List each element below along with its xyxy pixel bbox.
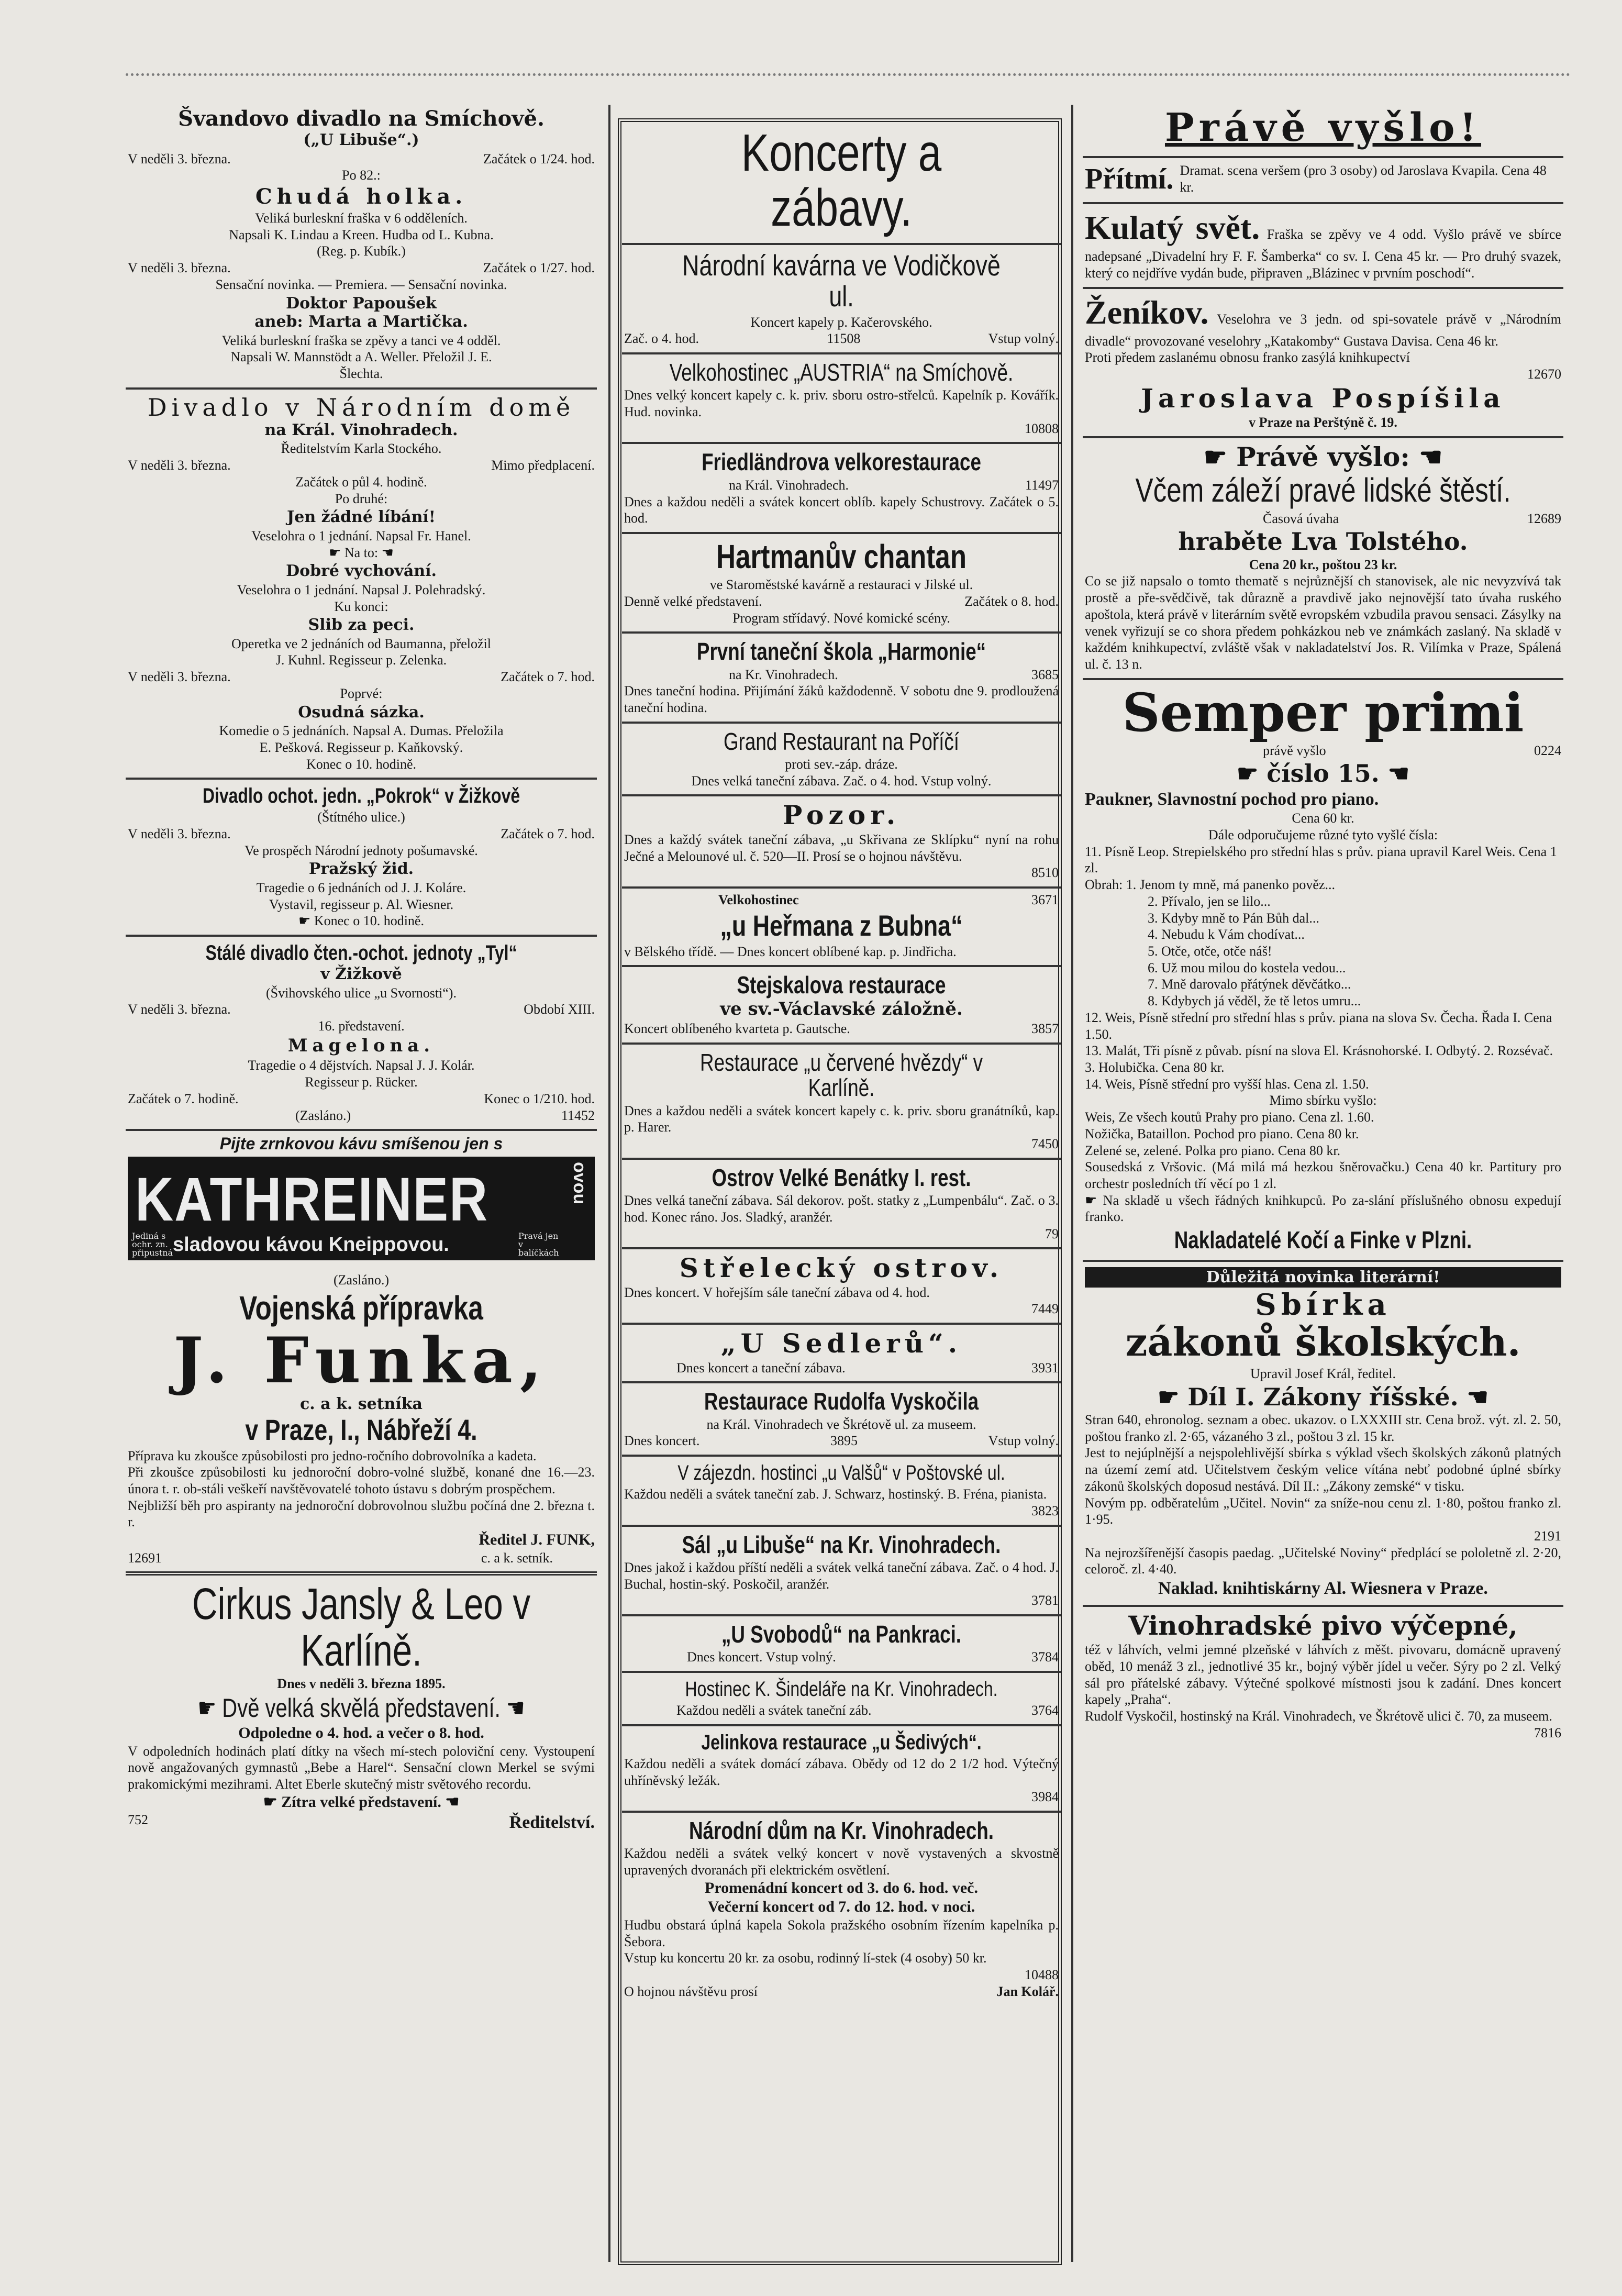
zakony-l3: Novým pp. odběratelům „Učitel. Novin“ za sníže-nou cenu zl. 1·80, poštou franko zl. 1·95. [1085,1495,1561,1527]
pozor-title: Pozor. [782,800,901,831]
kathreiner-tagline: sladovou kávou Kneippovou. [173,1234,449,1256]
hermanu-prenum: 3671 [1031,892,1059,908]
tyl-p2: Regisseur p. Rücker. [305,1074,418,1090]
tyl-start: Začátek o 7. hodině. [128,1091,239,1106]
semper-w5row [1085,1192,1561,1225]
narodnidum-l3: Vstup ku koncertu 20 kr. za osobu, rodinný lí-stek (4 osoby) 50 kr. [624,1950,987,1966]
semper-title: Semper primi [1122,681,1524,744]
valsu-num: 3823 [1031,1503,1059,1518]
porici-l1: proti sev.-záp. dráze. [785,757,898,772]
stejskal-sub: ve sv.-Václavské záložně. [720,998,963,1019]
narodni-po: Po druhé: [335,491,388,506]
svandovo-play2b: aneb: Marta a Martička. [254,313,468,331]
pokrok-title: Divadlo ochot. jedn. „Pokrok“ v Žižkově [202,784,520,808]
ad-porici [622,724,1061,797]
ad-tyl [126,937,597,1131]
vodickova-num: 11508 [827,331,861,347]
pointing-hand-icon: ☛ [197,1693,223,1723]
narodni-p4a: Komedie o 5 jednáních. Napsal A. Dumas. Přeložila [219,723,504,739]
ad-svandovo [126,103,597,390]
benatky-num: 79 [1045,1226,1059,1241]
narodnidum-l4b: Jan Kolář. [996,1983,1059,1999]
svandovo-novinka: Sensační novinka. — Premiera. — Sensační novinka. [215,276,507,292]
porici-title: Grand Restaurant na Poříčí [723,727,959,755]
narodni-nato-label: Na to: [344,545,379,560]
ad-cirkus [126,1576,597,1838]
pokrok-sub: (Štítného ulice.) [317,809,405,825]
narodni-l1: Ředitelstvím Karla Stockého. [281,441,442,457]
ad-sindelar [622,1673,1061,1726]
ad-narodni-dum [622,1813,1061,2005]
ad-narodni-dum-divadlo [126,390,597,780]
kulaty-title: Kulatý svět. [1085,209,1260,246]
narodni-mimo: Mimo předplacení. [491,458,595,473]
narodni-play3: Slib za peci. [308,616,415,635]
ad-funk [126,1269,597,1576]
vyskocil-num: 3895 [830,1433,858,1449]
jelinek-num: 3984 [1031,1789,1059,1805]
semper-l6: Mimo sbírku vyšlo: [1269,1093,1377,1108]
narodnidum-h1: Promenádní koncert od 3. do 6. hod. več. [705,1879,978,1896]
svandovo-title: Švandovo divadlo na Smíchově. [178,106,545,131]
porici-l2: Dnes velká taneční zábava. Zač. o 4. hod. Vstup volný. [691,773,992,789]
tolstoj-num: 12689 [1527,511,1561,526]
austria-l1: Dnes velký koncert kapely c. k. priv. sboru ostro-střelců. Kapelník p. Kovářík. Hud. novinka. [624,387,1059,420]
semper-l2row [1085,761,1561,786]
stejskal-l1: Koncert oblíbeného kvarteta p. Gautsche. [624,1021,850,1037]
column-theatre [126,103,597,2270]
funk-rank: c. a k. setníka [300,1395,423,1414]
pokrok-start: Začátek o 7. hod. [501,826,595,841]
ad-jelinek [622,1726,1061,1813]
narodnidum-title: Národní dům na Kr. Vinohradech. [688,1816,994,1844]
funk-zaslano: (Zasláno.) [333,1272,390,1288]
sindelar-l1: Každou neděli a svátek taneční záb. [676,1703,872,1718]
libuse-title: Sál „u Libuše“ na Kr. Vinohradech. [682,1530,1001,1558]
svandovo-start2: Začátek o 1/27. hod. [483,260,595,276]
ad-pozor [622,796,1061,889]
harmonie-title: První taneční škola „Harmonie“ [696,638,986,665]
narodnidum-l1: Každou neděli a svátek velký koncert v nově vystavených a skvostně upravených dvoranách při elektrickém osvětlení. [624,1846,1059,1878]
strelecky-title: Střelecký ostrov. [679,1252,1004,1284]
ad-zenikov [1083,289,1563,438]
libuse-num: 3781 [1031,1593,1059,1609]
jelinek-title: Jelinkova restaurace „u Šedivých“. [701,1731,982,1754]
semper-item: 14. Weis, Písně střední pro vyšší hlas. Cena zl. 1.50. [1085,1076,1369,1092]
vodickova-entry: Vstup volný. [988,331,1059,347]
cirkus-num: 752 [128,1812,148,1828]
semper-l3: Paukner, Slavnostní pochod pro piano. [1085,789,1379,809]
vyskocil-l1: na Král. Vinohradech ve Škrétově ul. za museem. [706,1416,976,1432]
friedlander-title: Friedländrova velkorestaurace [702,448,981,476]
tolstoj-l1: Co se již napsalo o tomto thematě s nejrůznější ch stanovisek, ale nic nevyzvívá tak prostě a pře-svědčivě, tak důrazně a pravdivě jako nejnovější tato úvaha ruského apoštola, která právě v literárním světě evropském vzbudila pravou sensaci. Zásylky na venek vyřizují se co shora předem pohkázkou neb ve známkách zaslaný. Na skladě v každém knihkupectví, zvláště však v nakladatelství Jos. R. Vilímka v Praze, Spálená ul. č. 13 n. [1085,573,1561,672]
ad-vodickova [622,245,1061,354]
hermanu-l1: v Bělského třídě. — Dnes koncert oblíbené kap. p. Jindřicha. [624,944,957,959]
tolstoj-price: Cena 20 kr., poštou 23 kr. [1249,557,1397,572]
semper-item: 3. Kdyby mně to Pán Bůh dal... [1148,910,1319,926]
zakony-ed: Upravil Josef Král, ředitel. [1250,1366,1396,1381]
narodni-p4b: E. Pešková. Regisseur p. Kaňkovský. [259,739,463,755]
pokrok-konec: Konec o 10. hodině. [314,913,424,929]
column-rule-1 [608,105,610,2262]
sedleru-num: 3931 [1031,1360,1059,1376]
svandovo-p1b: Napsali K. Lindau a Kreen. Hudba od L. Kubna. [229,227,494,242]
hartman-daily: Denně velké představení. [624,593,762,609]
pointing-hand-icon: ☛ [329,545,345,560]
hartman-l3: Program střídavý. Nové komické scény. [732,610,950,626]
semper-l1b: 0224 [1534,742,1561,758]
stejskal-title: Stejskalova restaurace [737,971,946,999]
semper-item: 12. Weis, Písně střední pro střední hlas s prův. piana na slova Sv. Čecha. Řada I. Cena 1.50. [1085,1010,1552,1042]
books-title: Právě vyšlo! [1164,105,1482,150]
svandovo-p2b: Napsali W. Mannstödt a A. Weller. Přeložil J. E. [230,349,492,365]
harmonie-l2: Dnes taneční hodina. Přijímání žáků každodenně. V sobotu dne 9. prodloužená taneční hodina. [624,683,1059,716]
ad-valsu [622,1457,1061,1526]
sedleru-l1: Dnes koncert a taneční zábava. [676,1360,846,1376]
ad-harmonie [622,634,1061,723]
ad-hartman [622,534,1061,634]
jelinek-l1: Každou neděli a svátek domácí zábava. Obědy od 12 do 2 1/2 hod. Výtečný uhříněvský ležák. [624,1756,1059,1788]
pointing-hand-icon: ☚ [378,545,394,560]
hartman-start: Začátek o 8. hod. [964,593,1059,609]
narodni-title: Divadlo v Národním domě [147,393,575,422]
hartman-l1: ve Staroměstské kavárně a restauraci v Jilské ul. [709,577,973,593]
harmonie-num: 3685 [1031,667,1059,682]
funk-t1: Příprava ku zkoušce způsobilosti pro jedno-ročního dobrovolníka a kadeta. [128,1448,537,1463]
tyl-date: V neděli 3. března. [128,1002,231,1017]
tyl-p1: Tragedie o 4 dějstvích. Napsal J. J. Kolár. [248,1058,475,1073]
ad-benatky [622,1160,1061,1249]
zakony-pub: Naklad. knihtiskárny Al. Wiesnera v Praze. [1158,1579,1488,1599]
svandovo-play2: Doktor Papoušek [286,294,437,313]
narodnidum-h2: Večerní koncert od 7. do 12. hod. v noci. [707,1898,975,1916]
cirkus-two [174,1694,548,1722]
tyl-zaslano: (Zasláno.) [295,1107,351,1123]
funk-sign2: c. a k. setník. [481,1550,553,1566]
semper-pub: Nakladatelé Kočí a Finke v Plzni. [1174,1226,1472,1254]
svandovo-sub: („U Libuše“.) [303,131,419,149]
hvezdy-num: 7450 [1031,1136,1059,1152]
semper-item: 13. Malát, Tři písně z půvab. písní na slova El. Krásnohorské. I. Odbytý. 2. Rozsévač. 3. Holubička. Cena 80 kr. [1085,1043,1553,1075]
funk-sign: Ředitel J. FUNK, [479,1531,595,1549]
ad-austria [622,354,1061,444]
concerts-header [622,103,1061,245]
kathreiner-right-note: Pravá jen v balíčkách [518,1231,559,1258]
kathreiner-vertical: ovou [570,1162,590,1205]
zakony-num: 2191 [1534,1528,1561,1544]
semper-item: 8. Kdybych já věděl, že tě letos umru... [1148,993,1361,1009]
tyl-title: Stálé divadlo čten.-ochot. jednoty „Tyl“ [205,941,517,965]
ad-sedleru [622,1325,1061,1383]
svandovo-p2a: Veliká burleskní fraška se zpěvy a tanci ve 4 odděl. [221,332,501,348]
ad-friedlander [622,444,1061,534]
svandovo-play1: Chudá holka. [255,184,468,209]
tyl-num: 11452 [561,1107,595,1123]
narodni-nato [128,545,595,561]
funk-t3: Nejbližší běh pro aspiranty na jednoroční dobrovolnou službu počíná dne 2. března t. r. [128,1498,595,1530]
top-dotted-rule [126,73,1571,76]
tyl-sub: v Žižkově [320,965,402,984]
narodni-play2: Dobré vychování. [286,562,437,581]
vodickova-title: Národní kavárna ve Vodičkově ul. [682,249,1001,313]
pointing-hand-icon: ☛ [1236,759,1267,788]
semper-item: Obrah: 1. Jenom ty mně, má panenko pověz... [1085,877,1335,893]
funk-name: J. Funka, [173,1324,549,1398]
semper-w5: Na skladě u všech řádných knihkupců. Po za-slání příslušného obnosu expedují franko. [1085,1192,1561,1225]
narodnidum-num: 10488 [1025,1967,1059,1983]
pokrok-l2: Ve prospěch Národní jednoty pošumavské. [245,842,478,858]
zenikov-l1: Veselohra ve 3 jedn. od spi-sovatele právě v „Národním divadle“ provozované veselohry „Katakomby“ Gustava Davisa. Cena 46 kr. [1085,311,1561,349]
funk-num: 12691 [128,1550,162,1566]
zakony-l1: Stran 640, ehronolog. seznam a obec. ukazov. o LXXXIII str. Cena brož. výt. zl. 2. 50, poštou franko zl. 2·65, vázaného 3 zl., poštou 3 zl. 15 kr. [1085,1412,1561,1444]
semper-w4: Sousedská z Vršovic. (Má milá má hezkou šněrovačku.) Cena 40 kr. Partitury pro orchestr posledních tří věcí po 1 zl. [1085,1159,1561,1191]
semper-l4: Cena 60 kr. [1292,811,1354,826]
semper-l1a: právě vyšlo [1263,742,1326,758]
zakony-vol: Díl I. Zákony říšské. [1187,1382,1459,1411]
vyskocil-entry: Vstup volný. [988,1433,1059,1449]
narodni-konec: Ku konci: [334,598,388,614]
semper-w2: Nožička, Bataillon. Pochod pro piano. Cena 80 kr. [1085,1126,1359,1141]
sindelar-title: Hostinec K. Šindeláře na Kr. Vinohradech. [685,1678,998,1701]
pointing-hand-icon: ☚ [1409,441,1443,472]
narodni-l3: Začátek o půl 4. hodině. [295,474,427,490]
stejskal-num: 3857 [1031,1021,1059,1037]
kathreiner-banner [128,1157,595,1260]
pointing-hand-icon: ☚ [441,1793,460,1811]
semper-l2: číslo 15. [1267,759,1380,788]
narodni-p2: Veselohra o 1 jednání. Napsal J. Polehradský. [237,582,486,597]
svobodu-title: „U Svobodů“ na Pankraci. [721,1621,962,1648]
valsu-l1: Každou neděli a svátek taneční zab. J. Schwarz, hostinský. B. Fréna, pianista. [624,1487,1047,1502]
hvezdy-l1: Dnes a každou neděli a svátek koncert kapely c. k. priv. sboru granátníků, kap. p. Harer. [624,1103,1059,1135]
zakony-bar: Důležitá novinka literární! [1085,1267,1561,1288]
vyskocil-concert: Dnes koncert. [624,1433,700,1449]
svandovo-p1c: (Reg. p. Kubík.) [317,243,406,259]
column-concerts [622,103,1061,2270]
svandovo-po: Po 82.: [342,168,381,183]
tolstoj-sub: Časová úvaha [1263,511,1339,526]
tyl-l1: (Švihovského ulice „u Svornosti“). [266,985,457,1001]
hermanu-pre: Velkohostinec [718,892,799,908]
hvezdy-title: Restaurace „u červené hvězdy“ v Karlíně. [700,1049,983,1102]
strelecky-num: 7449 [1031,1301,1059,1317]
narodni-date: V neděli 3. března. [128,458,231,473]
column-publishing [1083,103,1563,2270]
kathreiner-left-note: Jediná s ochr. zn. připustná [132,1231,173,1258]
narodni-start2: Začátek o 7. hod. [501,669,595,685]
narodni-play1: Jen žádné líbání! [287,508,436,527]
funk-place: v Praze, I., Nábřeží 4. [245,1413,477,1446]
semper-w1: Weis, Ze všech koutů Prahy pro piano. Cena zl. 1.60. [1085,1110,1374,1125]
narodni-play4: Osudná sázka. [298,703,425,722]
hermanu-title: „u Heřmana z Bubna“ [720,908,963,942]
vyskocil-title: Restaurace Rudolfa Vyskočila [704,1388,979,1415]
cirkus-sign: Ředitelství. [509,1813,595,1833]
strelecky-l1: Dnes koncert. V hořejším sále taneční zábava od 4. hod. [624,1284,930,1300]
pokrok-p1: Tragedie o 6 jednáních od J. J. Koláre. [256,880,466,895]
ad-svobodu [622,1616,1061,1673]
zakony-l4: Na nejrozšířenější časopis paedag. „Učitelské Noviny“ předplácí se pololetně zl. 2·20, celoroč. zl. 4·40. [1085,1545,1561,1577]
cirkus-title: Cirkus Jansly & Leo v Karlíně. [192,1579,531,1675]
zenikov-pub: Jaroslava Pospíšila [1141,382,1505,414]
prtmi-title: Přítmí. [1085,162,1174,195]
zenikov-title: Ženíkov. [1085,293,1209,331]
libuse-l1: Dnes jakož i každou příští neděli a svátek velká taneční zábava. Zač. o 4 hod. J. Buchal, hostin-ský. Poskočil, aranžér. [624,1559,1059,1592]
ad-vyskocil [622,1383,1061,1457]
ad-kathreiner [126,1131,597,1269]
ad-semper-primi [1083,680,1563,1262]
narodni-date2: V neděli 3. března. [128,669,231,685]
funk-t2: Při zkoušce způsobilosti ku jednoroční dobro-volné službě, konané dne 16.—23. února t. r. ob-stáli veškeří navštěvovatelé tohoto ústavu s dobrým prospěchem. [128,1465,595,1496]
pokrok-play: Pražský žid. [308,860,414,879]
semper-w3: Zelené se, zelené. Polka pro piano. Cena 80 kr. [1085,1143,1341,1158]
column-rule-2 [1071,105,1073,2262]
pivo-title: Vinohradské pivo výčepné, [1128,1610,1518,1641]
ad-zakony [1083,1262,1563,1606]
pivo-sign: Rudolf Vyskočil, hostinský na Král. Vinohradech, ve Škrétově ulici č. 70, za museem. [1085,1708,1552,1724]
tolstoj-head: Právě vyšlo: [1236,441,1410,472]
pointing-hand-icon: ☛ [1085,1192,1103,1208]
narodni-p1: Veselohra o 1 jednání. Napsal Fr. Hanel. [251,528,471,544]
cirkus-t1: V odpoledních hodinách platí dítky na všech mí-stech poloviční ceny. Vystoupení nově angažovaných gymnastů „Bebe a Harel“. Sensační clown Merkel se svými prakomickými mezihrami. Altet Eberle skutečný mistr světového recordu. [128,1743,595,1792]
semper-item: 2. Přívalo, jen se lilo... [1148,893,1271,909]
pozor-num: 8510 [1031,865,1059,881]
narodni-poprve: Poprvé: [340,685,383,701]
narodnidum-l2: Hudbu obstará úplná kapela Sokola pražského osobním řízením kapelníka p. Šebora. [624,1917,1059,1949]
pointing-hand-icon: ☚ [1458,1382,1488,1411]
vodickova-start: Zač. o 4. hod. [624,331,699,347]
semper-item: 4. Nebudu k Vám chodívat... [1148,927,1305,942]
kathreiner-slogan: Pijte zrnkovou kávu smíšenou jen s [219,1134,503,1153]
ad-pokrok [126,780,597,937]
cirkus-tomorrow-label: Zítra velké představení. [281,1793,441,1811]
austria-num: 10808 [1025,420,1059,436]
tolstoj-by: hraběte Lva Tolstého. [1178,527,1468,556]
ad-stejskal [622,967,1061,1045]
pointing-hand-icon: ☛ [298,913,314,929]
cirkus-two-label: Dvě velká skvělá představení. [222,1693,501,1723]
friedlander-l2: Dnes a každou neděli a svátek koncert oblíb. kapely Schustrovy. Začátek o 5. hod. [624,494,1059,526]
zakony-title1: Sbírka [1255,1288,1391,1323]
pointing-hand-icon: ☚ [500,1693,525,1723]
cirkus-date: Dnes v neděli 3. března 1895. [277,1676,446,1691]
pointing-hand-icon: ☚ [1379,759,1410,788]
semper-item: 11. Písně Leop. Strepielského pro střední hlas s prův. piana upravil Karel Weis. Cena 1 zl. [1085,844,1557,876]
pokrok-p2: Vystavil, regisseur p. Al. Wiesner. [269,896,454,912]
svandovo-p2c: Šlechta. [339,365,383,381]
funk-title: Vojenská přípravka [239,1289,483,1327]
benatky-l1: Dnes velká taneční zábava. Sál dekorov. pošt. statky z „Lumpenbálu“. Zač. o 3. hod. Konec ráno. Jos. Sladký, aranžér. [624,1193,1059,1225]
harmonie-place: na Kr. Vinohradech. [729,667,838,682]
narodni-p3b: J. Kuhnl. Regisseur p. Zelenka. [275,652,447,668]
ad-hvezdy [622,1045,1061,1160]
sedleru-title: „U Sedlerů“. [720,1328,962,1359]
cirkus-tomorrow [128,1793,595,1812]
svandovo-date2: V neděli 3. března. [128,260,231,276]
zakony-title2: zákonů školských. [1125,1320,1521,1366]
tyl-end: Konec o 1/210. hod. [484,1091,595,1106]
tolstoj-title: Včem záleží pravé lidské štěstí. [1135,471,1511,509]
books-header [1083,103,1563,158]
narodni-sub: na Král. Vinohradech. [264,420,458,439]
vodickova-l1: Koncert kapely p. Kačerovského. [750,314,932,330]
ad-tolstoj [1083,438,1563,680]
pokrok-date: V neděli 3. března. [128,826,231,841]
friedlander-place: na Král. Vinohradech. [729,477,849,493]
zenikov-pubplace: v Praze na Perštýně č. 19. [1249,415,1397,430]
svandovo-p1a: Veliká burleskní fraška v 6 odděleních. [255,210,468,226]
benatky-title: Ostrov Velké Benátky I. rest. [712,1163,971,1191]
pivo-l1: též v láhvích, velmi jemné plzeňské v láhvích z měšt. pivovaru, domácně upravený oběd, 10 menáž 3 zl., jednotlivé 35 kr., bojný výběr jídel u večer. Sýry po 2 zl. Velký sál pro přátelské zábavy. Výtečné spolkové místnosti jsou k zadání. Dnes koncert kapely „Praha“. [1085,1642,1561,1707]
tyl-period: Období XIII. [524,1002,595,1017]
zenikov-l2: Proti předem zaslanému obnosu franko zasýlá knihkupectví [1085,350,1410,365]
pointing-hand-icon: ☛ [1158,1382,1188,1411]
ad-libuse [622,1527,1061,1616]
sindelar-num: 3764 [1031,1703,1059,1718]
ad-prtmi [1083,158,1563,204]
ad-pivo [1083,1607,1563,1747]
pointing-hand-icon: ☛ [263,1793,282,1811]
zakony-l2: Jest to nejúplnější a nejspolehlivější sbírka s výklad všech školských zákonů platných na území zemí atd. Učitelstvem českým velice vítána nebť podobné úplné sbírky zákonů školských doposud nestává. Díl II.: „Zákony zemské“ v tisku. [1085,1445,1561,1494]
tyl-play: Magelona. [287,1035,435,1056]
ad-kulaty-svet [1083,204,1563,289]
tolstoj-headrow [1085,443,1561,471]
ad-strelecky [622,1249,1061,1325]
pokrok-p3 [128,913,595,929]
zakony-volrow [1085,1384,1561,1410]
pointing-hand-icon: ☛ [1203,441,1237,472]
svandovo-date: V neděli 3. března. [128,151,231,167]
austria-title: Velkohostinec „AUSTRIA“ na Smíchově. [669,359,1014,386]
semper-item: 5. Otče, otče, otče náš! [1148,943,1272,959]
semper-l5: Dále odporučujeme různé tyto vyšlé čísla: [1208,827,1438,842]
prtmi-l1: Dramat. scena veršem (pro 3 osoby) od Jaroslava Kvapila. Cena 48 kr. [1180,163,1547,195]
friedlander-num: 11497 [1025,477,1059,493]
semper-item: 7. Mně darovalo přátýnek děvčátko... [1148,977,1351,992]
pozor-l1: Dnes a každý svátek taneční zábava, „u Skřivana ze Sklípku“ nyní na rohu Ječné a Melounové ul. č. 520—II. Prosí se o hojnou návštěvu. [624,831,1059,864]
ad-hermanu [622,889,1061,967]
concerts-title: Koncerty a zábavy. [741,124,942,237]
narodnidum-l4a: O hojnou návštěvu prosí [624,1983,758,1999]
kathreiner-logo: KATHREINER [135,1165,488,1235]
narodni-p4c: Konec o 10. hodině. [306,756,417,772]
valsu-title: V zájezdn. hostinci „u Valšů“ v Poštovské ul. [677,1461,1005,1485]
cirkus-times: Odpoledne o 4. hod. a večer o 8. hod. [238,1724,484,1742]
zenikov-num: 12670 [1527,367,1561,382]
semper-item: 6. Už mou milou do kostela vedou... [1148,960,1346,975]
narodni-p3a: Operetka ve 2 jednáních od Baumanna, přeložil [231,636,491,651]
kulaty-l1: Fraška se zpěvy ve 4 odd. Vyšlo právě ve sbírce nadepsané „Divadelní hry F. F. Šamberka“ co sv. I. Cena 45 kr. — Pro druhý svazek, který co nejdříve vydán bude, připraven „Blázinec v prvním poschodí“. [1085,227,1561,281]
pivo-num: 7816 [1534,1725,1561,1740]
svandovo-start: Začátek o 1/24. hod. [483,151,595,167]
tyl-l3: 16. představení. [318,1018,405,1034]
hartman-title: Hartmanův chantan [716,537,966,575]
svobodu-l1: Dnes koncert. Vstup volný. [687,1649,836,1665]
svobodu-num: 3784 [1031,1649,1059,1665]
